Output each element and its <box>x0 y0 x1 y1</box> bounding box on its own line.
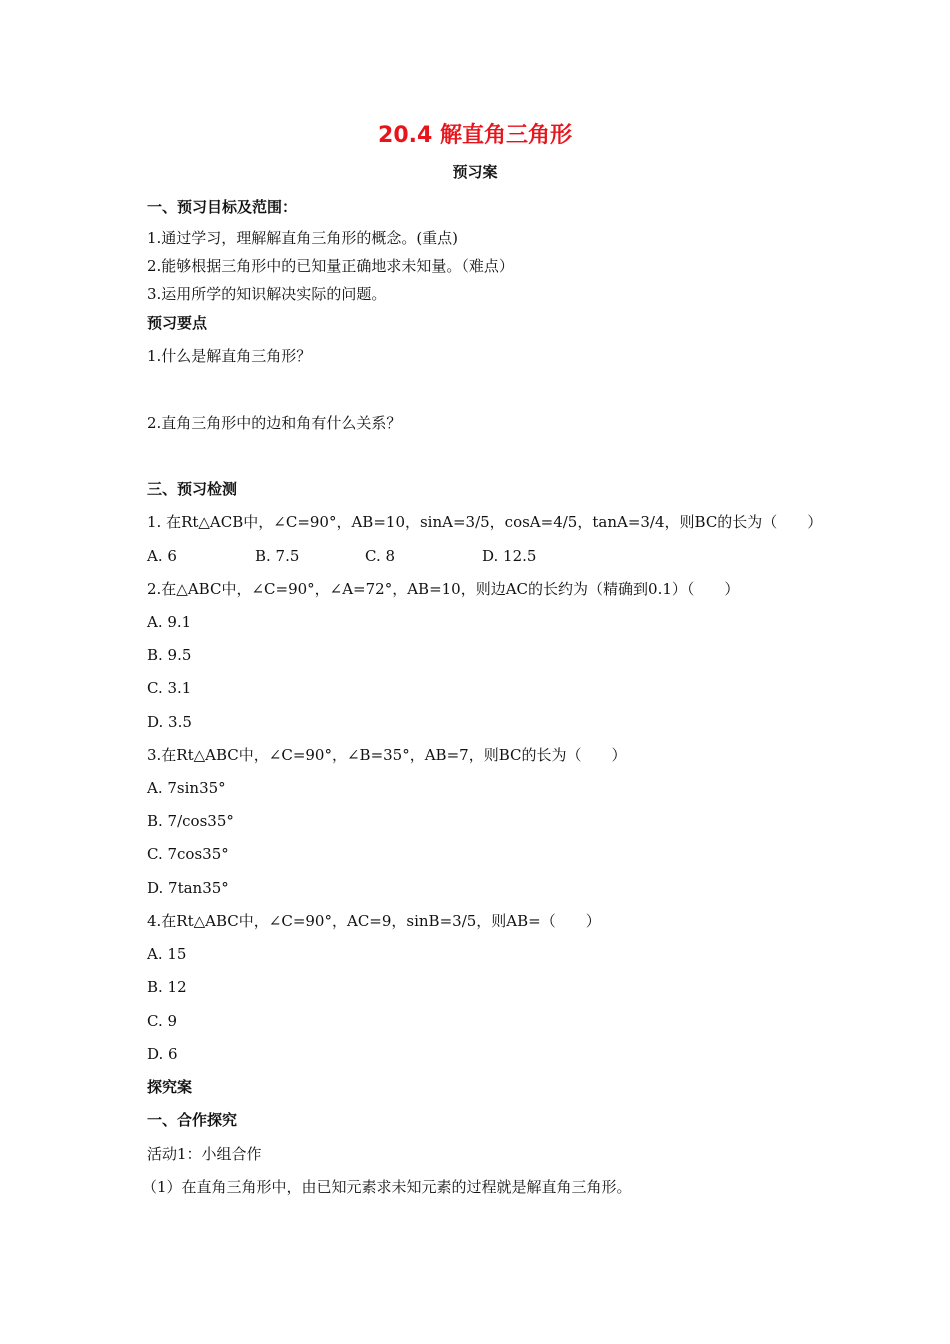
question-4-option: B. 12 <box>147 978 187 996</box>
goal-item: 3.运用所学的知识解决实际的问题。 <box>147 285 387 303</box>
question-4-option: D. 6 <box>147 1045 178 1063</box>
question-2-option: C. 3.1 <box>147 679 192 697</box>
explore-heading: 探究案 <box>147 1078 193 1096</box>
question-4-stem: 4.在Rt△ABC中，∠C=90°，AC=9，sinB=3/5，则AB=（ ） <box>147 912 601 930</box>
question-3-option: B. 7/cos35° <box>147 812 234 830</box>
question-3-stem: 3.在Rt△ABC中，∠C=90°，∠B=35°，AB=7，则BC的长为（ ） <box>147 746 627 764</box>
question-1-stem: 1. 在Rt△ACB中，∠C=90°，AB=10，sinA=3/5，cosA=4/5，tanA=3/4，则BC的长为（ ） <box>147 513 823 531</box>
question-4-option: C. 9 <box>147 1012 178 1030</box>
activity-text: （1）在直角三角形中，由已知元素求未知元素的过程就是解直角三角形。 <box>142 1178 632 1196</box>
key-point-item: 1.什么是解直角三角形？ <box>147 347 312 365</box>
question-1-option: C. 8 <box>365 547 396 565</box>
question-2-option: D. 3.5 <box>147 713 192 731</box>
goal-item: 1.通过学习，理解解直角三角形的概念。(重点) <box>147 229 459 247</box>
question-1-option: A. 6 <box>147 547 177 565</box>
question-3-option: D. 7tan35° <box>147 879 229 897</box>
question-1-option: B. 7.5 <box>255 547 300 565</box>
key-points-heading: 预习要点 <box>147 314 208 332</box>
question-3-option: C. 7cos35° <box>147 845 229 863</box>
question-3-option: A. 7sin35° <box>147 779 226 797</box>
key-point-item: 2.直角三角形中的边和角有什么关系？ <box>147 414 402 432</box>
question-4-option: A. 15 <box>147 945 187 963</box>
activity-label: 活动1：小组合作 <box>147 1145 262 1163</box>
question-1-option: D. 12.5 <box>482 547 537 565</box>
preview-goals-heading: 一、预习目标及范围： <box>147 198 298 216</box>
question-2-option: A. 9.1 <box>147 613 192 631</box>
document-title: 20.4 解直角三角形 <box>378 123 572 148</box>
check-heading: 三、预习检测 <box>147 480 238 498</box>
goal-item: 2.能够根据三角形中的已知量正确地求未知量。（难点） <box>147 257 514 275</box>
section-subtitle: 预习案 <box>452 163 498 181</box>
cooperative-inquiry-heading: 一、合作探究 <box>147 1111 238 1129</box>
question-2-option: B. 9.5 <box>147 646 192 664</box>
question-2-stem: 2.在△ABC中，∠C=90°，∠A=72°，AB=10，则边AC的长约为（精确到0.1）（ ） <box>147 580 740 598</box>
